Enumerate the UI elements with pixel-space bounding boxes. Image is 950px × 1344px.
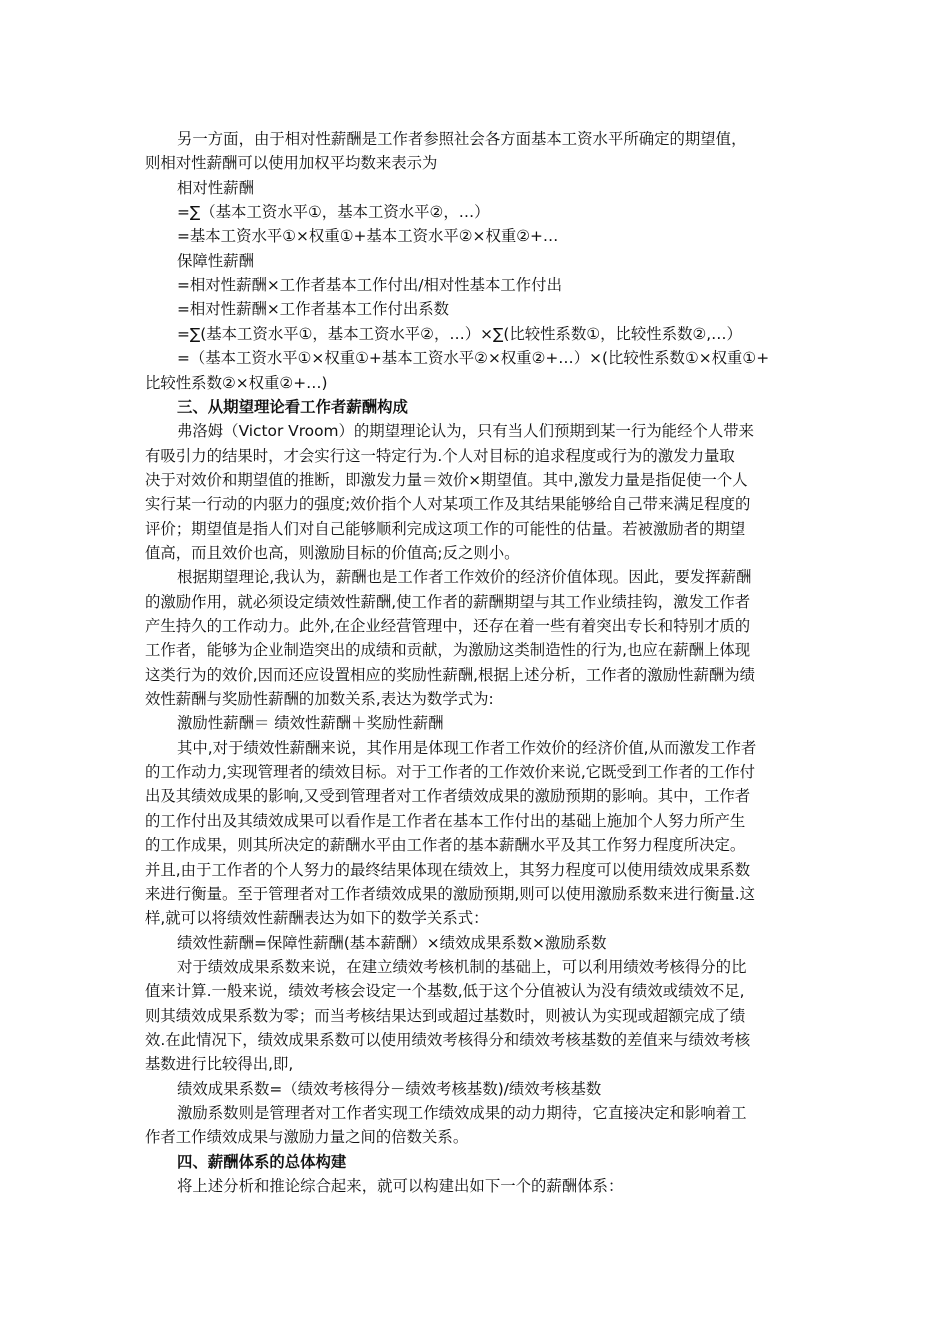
section-heading: 三、从期望理论看工作者薪酬构成 xyxy=(177,398,408,416)
paragraph-line: 效性薪酬与奖励性薪酬的加数关系,表达为数学式为: xyxy=(145,690,494,708)
paragraph-first-line: 弗洛姆（Victor Vroom）的期望理论认为，只有当人们预期到某一行为能经个人带来 xyxy=(177,422,755,440)
paragraph-first-line: 根据期望理论,我认为，薪酬也是工作者工作效价的经济价值体现。因此，要发挥薪酬 xyxy=(177,568,752,586)
paragraph-line: 值来计算.一般来说，绩效考核会设定一个基数,低于这个分值被认为没有绩效或绩效不足, xyxy=(145,982,745,1000)
paragraph-line: 有吸引力的结果时，才会实行这一特定行为.个人对目标的追求程度或行为的激发力量取 xyxy=(145,447,735,465)
paragraph-line: 效.在此情况下，绩效成果系数可以使用绩效考核得分和绩效考核基数的差值来与绩效考核 xyxy=(145,1031,751,1049)
paragraph-first-line: 激励系数则是管理者对工作者实现工作绩效成果的动力期待，它直接决定和影响着工 xyxy=(177,1104,747,1122)
paragraph-line: 的激励作用，就必须设定绩效性薪酬,使工作者的薪酬期望与其工作业绩挂钩，激发工作者 xyxy=(145,593,751,611)
paragraph-line: 则其绩效成果系数为零；而当考核结果达到或超过基数时，则被认为实现或超额完成了绩 xyxy=(145,1007,746,1025)
paragraph-line: 这类行为的效价,因而还应设置相应的奖励性薪酬,根据上述分析，工作者的激励性薪酬为绩 xyxy=(145,666,756,684)
paragraph-line: 基数进行比较得出,即, xyxy=(145,1055,294,1073)
section-heading: 四、薪酬体系的总体构建 xyxy=(177,1153,347,1171)
formula-line: =相对性薪酬×工作者基本工作付出系数 xyxy=(177,300,450,318)
paragraph-line: 作者工作绩效成果与激励力量之间的倍数关系。 xyxy=(145,1128,469,1146)
paragraph-line: 的工作付出及其绩效成果可以看作是工作者在基本工作付出的基础上施加个人努力所产生 xyxy=(145,812,746,830)
formula-line: =∑（基本工资水平①，基本工资水平②，…） xyxy=(177,203,490,221)
paragraph-line: 则相对性薪酬可以使用加权平均数来表示为 xyxy=(145,154,438,172)
paragraph-line: 的工作成果，则其所决定的薪酬水平由工作者的基本薪酬水平及其工作努力程度所决定。 xyxy=(145,836,746,854)
paragraph-line: 值高，而且效价也高，则激励目标的价值高;反之则小。 xyxy=(145,544,520,562)
paragraph-line: 的工作动力,实现管理者的绩效目标。对于工作者的工作效价来说,它既受到工作者的工作付 xyxy=(145,763,756,781)
paragraph-first-line: 另一方面，由于相对性薪酬是工作者参照社会各方面基本工资水平所确定的期望值， xyxy=(177,130,747,148)
formula-line: 绩效性薪酬=保障性薪酬(基本薪酬）×绩效成果系数×激励系数 xyxy=(177,934,607,952)
paragraph-line: 比较性系数②×权重②+…) xyxy=(145,374,328,392)
paragraph-line: 实行某一行动的内驱力的强度;效价指个人对某项工作及其结果能够给自己带来满足程度的 xyxy=(145,495,751,513)
formula-line: 保障性薪酬 xyxy=(177,252,254,270)
formula-line: 绩效成果系数=（绩效考核得分－绩效考核基数)/绩效考核基数 xyxy=(177,1080,602,1098)
paragraph-line: 决于对效价和期望值的推断，即激发力量＝效价×期望值。其中,激发力量是指促使一个人 xyxy=(145,471,748,489)
paragraph-first-line: 其中,对于绩效性薪酬来说，其作用是体现工作者工作效价的经济价值,从而激发工作者 xyxy=(177,739,757,757)
formula-line: =基本工资水平①×权重①+基本工资水平②×权重②+… xyxy=(177,227,559,245)
paragraph-line: 工作者，能够为企业制造突出的成绩和贡献，为激励这类制造性的行为,也应在薪酬上体现 xyxy=(145,641,751,659)
formula-line: 相对性薪酬 xyxy=(177,179,254,197)
formula-line: =（基本工资水平①×权重①+基本工资水平②×权重②+…）×(比较性系数①×权重①+ xyxy=(177,349,770,367)
paragraph-line: 评价；期望值是指人们对自己能够顺利完成这项工作的可能性的估量。若被激励者的期望 xyxy=(145,520,746,538)
paragraph-line: 产生持久的工作动力。此外,在企业经营管理中，还存在着一些有着突出专长和特别才质的 xyxy=(145,617,751,635)
paragraph-first-line: 将上述分析和推论综合起来，就可以构建出如下一个的薪酬体系： xyxy=(177,1177,624,1195)
formula-line: =∑(基本工资水平①，基本工资水平②，…）×∑(比较性系数①，比较性系数②,…） xyxy=(177,325,742,343)
formula-line: 激励性薪酬＝ 绩效性薪酬＋奖励性薪酬 xyxy=(177,714,444,732)
paragraph-line: 来进行衡量。至于管理者对工作者绩效成果的激励预期,则可以使用激励系数来进行衡量.这 xyxy=(145,885,756,903)
paragraph-line: 出及其绩效成果的影响,又受到管理者对工作者绩效成果的激励预期的影响。其中，工作者 xyxy=(145,787,751,805)
paragraph-line: 并且,由于工作者的个人努力的最终结果体现在绩效上，其努力程度可以使用绩效成果系数 xyxy=(145,861,751,879)
paragraph-first-line: 对于绩效成果系数来说，在建立绩效考核机制的基础上，可以利用绩效考核得分的比 xyxy=(177,958,747,976)
formula-line: =相对性薪酬×工作者基本工作付出/相对性基本工作付出 xyxy=(177,276,562,294)
paragraph-line: 样,就可以将绩效性薪酬表达为如下的数学关系式： xyxy=(145,909,489,927)
